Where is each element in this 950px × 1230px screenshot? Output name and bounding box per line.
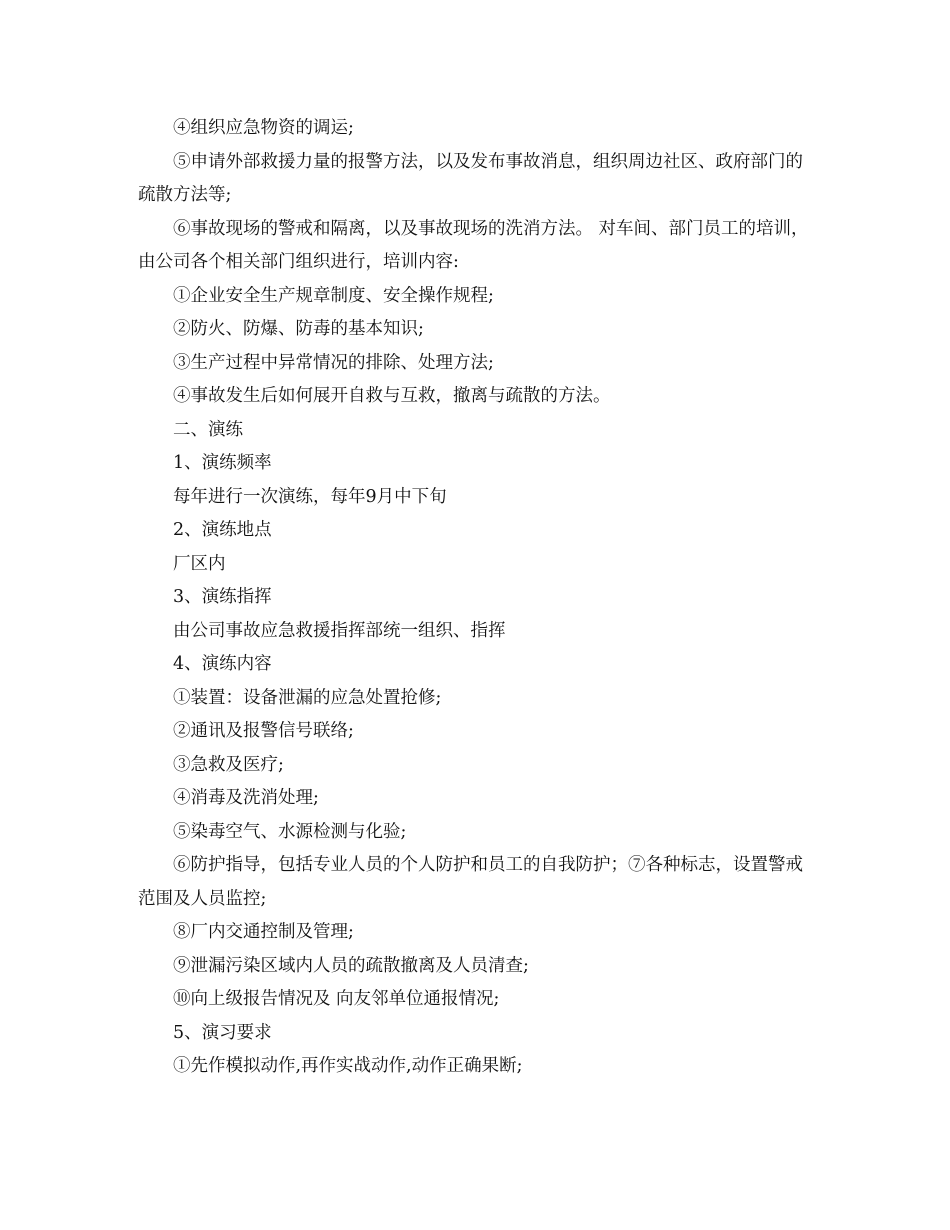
paragraph-drill-item-10: ⑩向上级报告情况及 向友邻单位通报情况; — [173, 989, 500, 1009]
paragraph-supplies-dispatch: ④组织应急物资的调运; — [173, 118, 354, 138]
paragraph-training-item-4: ④事故发生后如何展开自救与互救，撤离与疏散的方法。 — [173, 386, 611, 406]
paragraph-drill-item-8: ⑧厂内交通控制及管理; — [173, 922, 354, 942]
paragraph-drill-item-9: ⑨泄漏污染区域内人员的疏散撤离及人员清查; — [173, 955, 529, 976]
paragraph-training-item-2: ②防火、防爆、防毒的基本知识; — [173, 319, 424, 339]
paragraph-drill-frequency: 每年进行一次演练，每年9月中下旬 — [173, 486, 447, 507]
paragraph-requirement-1: ①先作模拟动作,再作实战动作,动作正确果断; — [173, 1056, 523, 1076]
document-body — [138, 112, 818, 1084]
paragraph-drill-item-1: ①装置：设备泄漏的应急处置抢修; — [173, 687, 442, 708]
subheading-drill-frequency: 1、演练频率 — [173, 453, 272, 473]
paragraph-training-item-1: ①企业安全生产规章制度、安全操作规程; — [173, 285, 494, 306]
paragraph-drill-command: 由公司事故应急救援指挥部统一组织、指挥 — [173, 620, 506, 641]
paragraph-drill-item-2: ②通讯及报警信号联络; — [173, 721, 354, 741]
paragraph-drill-item-4: ④消毒及洗消处理; — [173, 788, 319, 808]
paragraph-cordon-training: ⑥事故现场的警戒和隔离，以及事故现场的洗消方法。 对车间、部门员工的培训，由公司各个相关部门组织进行，培训内容: — [138, 218, 809, 272]
subheading-drill-location: 2、演练地点 — [173, 520, 272, 540]
paragraph-drill-item-6-7: ⑥防护指导，包括专业人员的个人防护和员工的自我防护；⑦各种标志，设置警戒范围及人员监控; — [138, 855, 803, 909]
paragraph-external-rescue: ⑤申请外部救援力量的报警方法，以及发布事故消息，组织周边社区、政府部门的疏散方法等; — [138, 151, 803, 205]
paragraph-drill-item-3: ③急救及医疗; — [173, 754, 284, 775]
paragraph-drill-location: 厂区内 — [173, 553, 226, 574]
paragraph-drill-item-5: ⑤染毒空气、水源检测与化验; — [173, 821, 407, 842]
subheading-drill-command: 3、演练指挥 — [173, 587, 272, 607]
paragraph-training-item-3: ③生产过程中异常情况的排除、处理方法; — [173, 352, 494, 373]
subheading-drill-requirements: 5、演习要求 — [173, 1022, 272, 1043]
subheading-drill-content: 4、演练内容 — [173, 654, 272, 674]
section-heading-drill: 二、演练 — [173, 419, 243, 440]
